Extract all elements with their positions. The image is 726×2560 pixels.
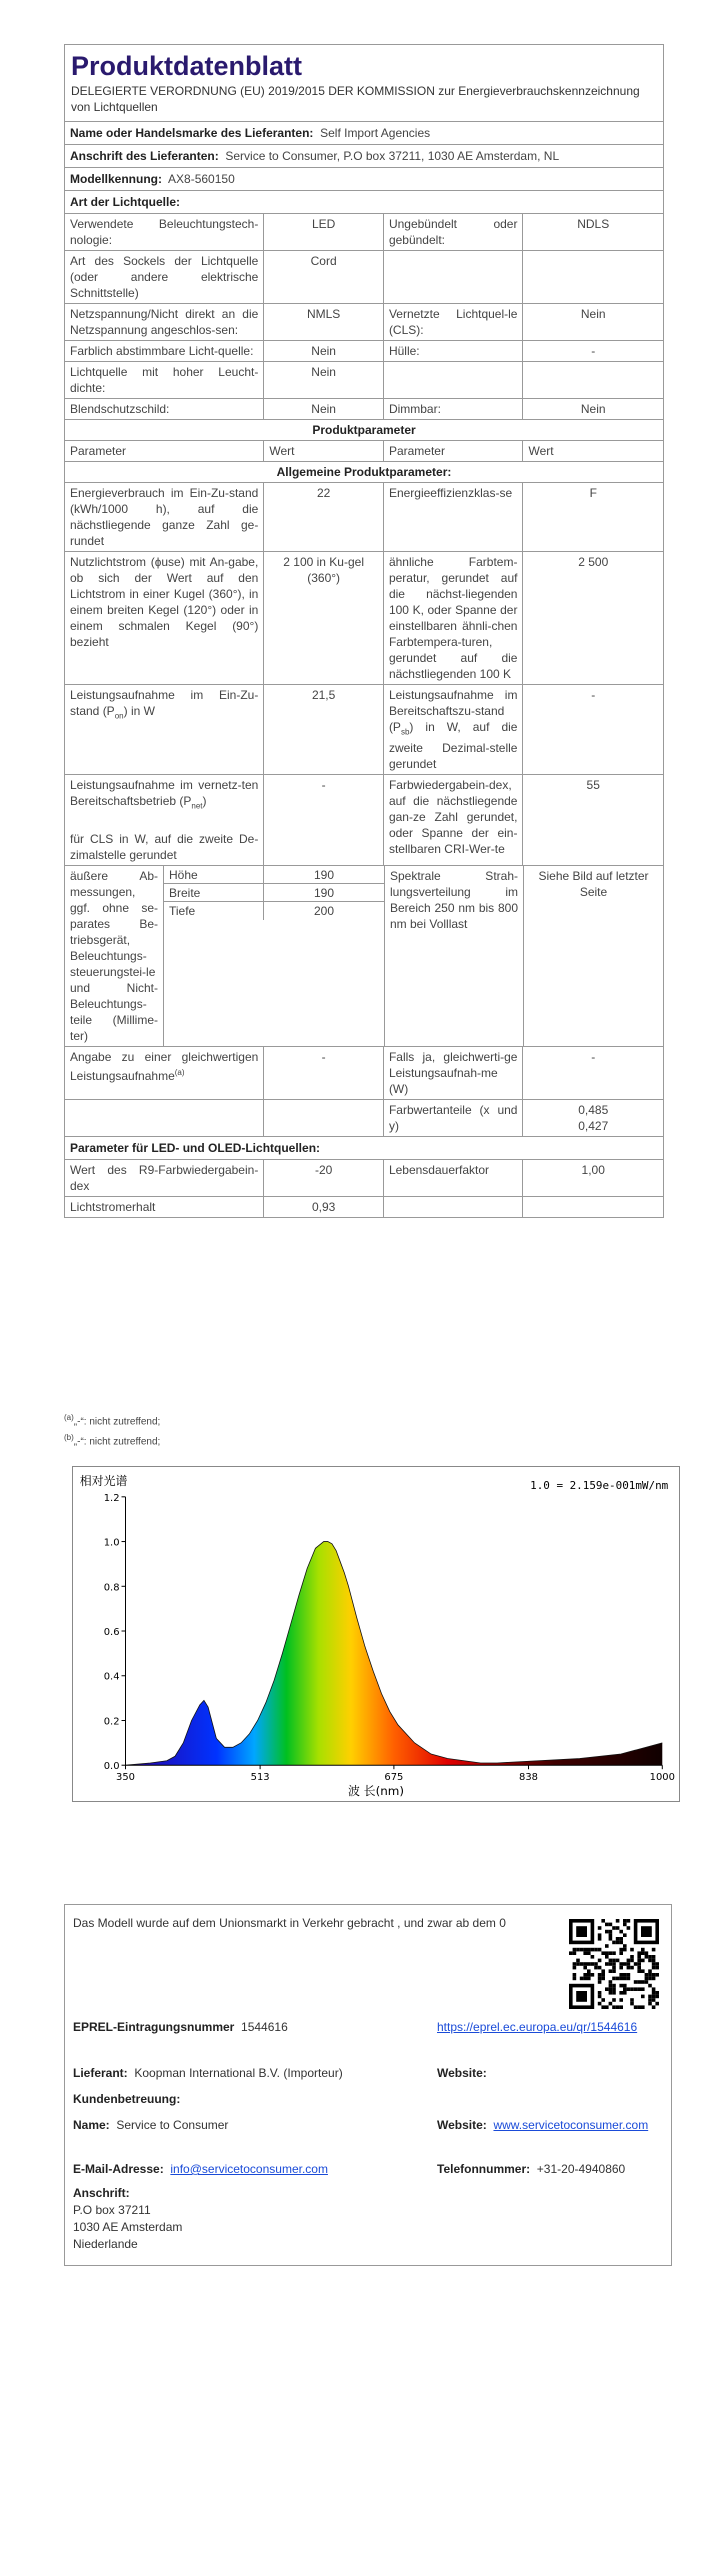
chart-xlabel: 波 长(nm) [347,1784,405,1799]
page-title: Produktdatenblatt [71,51,303,81]
pnet-value: - [264,775,384,864]
supplier-address-value: Service to Consumer, P.O box 37211, 1030 AE Amsterdam, NL [225,149,560,163]
spectrum-area [126,1542,663,1766]
email-row: E-Mail-Adresse: info@servicetoconsumer.com [73,2162,328,2176]
x-tick-label: 838 [519,1772,538,1784]
name-row: Name: Service to Consumer [73,2118,229,2132]
dimensions-cell [65,866,385,1046]
envelope-value: - [591,344,596,358]
spectrum-plot-area [104,1493,675,1783]
phone-row: Telefonnummer: +31-20-4940860 [437,2162,626,2176]
table-row [65,399,663,420]
width-label: Breite [164,884,264,901]
glare-label: Blendschutzschild: [65,399,264,419]
model-label: Modellkennung: [70,172,162,186]
energy-label: Energieverbrauch im Ein-Zu-stand (kWh/1000 h), auf die nächstliegende ganze Zahl ge-rundet [65,483,264,551]
eprel-row: EPREL-Eintragungsnummer 1544616 [73,2020,288,2034]
col-value-2: Wert [528,444,554,458]
lightsource-heading: Art der Lichtquelle: [70,195,181,209]
footnotes [64,1410,160,1451]
table-row [65,341,663,362]
table-row [65,214,663,251]
eeclass-label: Energieeffizienzklas-se [384,483,524,551]
cls-value: Nein [580,307,606,321]
flux-label: Nutzlichtstrom (ɸuse) mit An-gabe, ob sich der Wert auf den Lichtstrom in einer Kugel (360°), in einem breiten Kegel (120°) oder in einem schmalen Kegel (90°) bezieht [65,552,264,684]
table-row [65,1047,663,1100]
x-tick-label: 513 [250,1772,270,1784]
height-label: Höhe [164,866,264,883]
mains-label: Netzspannung/Nicht direkt an die Netzspannung angeschlos-sen: [65,304,264,340]
supplier-address-label: Anschrift des Lieferanten: [70,149,219,163]
table-row [65,775,663,865]
height-value: 190 [313,867,335,882]
chart-annotation: 1.0 = 2.159e-001mW/nm [530,1478,669,1492]
cri-value: 55 [586,778,600,793]
highlum-value: Nein [264,362,384,398]
y-tick-label: 0.6 [103,1626,120,1638]
cri-label: Farbwiedergabein-dex, auf die nächstliegende gan-ze Zahl gerundet, oder Spanne der ein-stellbaren CRI-Wer-te [384,775,524,864]
footnote-b: $^{(b)}$„-“: nicht zutreffend; [64,1433,161,1448]
equivw-label: Falls ja, gleichwerti-ge Leistungsaufnah-me (W) [384,1047,524,1099]
footnote-a: $^{(a)}$„-“: nicht zutreffend; [64,1413,161,1428]
glare-value: Nein [264,399,384,419]
survival-label: Lebensdauerfaktor [384,1160,524,1196]
psb-value: - [591,688,596,702]
chart-title: 相对光谱 [79,1473,128,1488]
website-link[interactable]: www.servicetoconsumer.com [493,2118,649,2132]
y-tick-label: 1.2 [103,1492,120,1504]
col-param-1: Parameter [65,441,264,461]
y-tick-label: 0.2 [103,1716,120,1728]
table-row [65,1100,663,1137]
spectrum-chart [72,1466,680,1802]
x-tick-label: 675 [384,1772,404,1784]
cct-value: 2 500 [578,555,609,569]
table-row [65,483,663,552]
table-row [65,866,663,1047]
flux-value: 2 100 in Ku-gel (360°) [264,552,384,684]
y-tick-label: 1.0 [103,1537,120,1549]
pon-value: 21,5 [264,685,384,774]
table-row [65,1197,663,1217]
survival-value: 1,00 [581,1162,605,1177]
params-column-header [65,441,663,462]
lightsource-heading-row [65,191,663,214]
equiv-label: Angabe zu einer gleichwertigen Leistungsaufnahme$^{(a)}$ [65,1047,264,1099]
undirected-value: NDLS [577,217,610,231]
cap-value: Cord [264,251,384,303]
maint-value: 0,93 [264,1197,384,1217]
support-heading: Kundenbetreuung: [73,2092,181,2106]
highlum-label: Lichtquelle mit hoher Leucht-dichte: [65,362,264,398]
psb-label: Leistungsaufnahme im Bereitschaftszu-stand $(P_{sb})$ in W, auf die zweite Dezimal-stelle gerundet [384,685,524,774]
chroma-value: 0,485 0,427 [578,1102,609,1133]
cct-label: ähnliche Farbtem-peratur, gerundet auf die nächst-liegenden 100 K, oder Spanne der einstellbaren ähnli-chen Farbtempera-turen, gerundet auf die nächstliegenden 100 K [384,552,524,684]
supplier-info-box [64,1904,672,2266]
dims-label: äußere Ab-messungen, ggf. ohne se-parates Be-triebsgerät, Beleuchtungs-steuerungstei-le und Nicht-Beleuchtungs-teile (Millime-ter) [65,866,164,1046]
tunable-value: Nein [264,341,384,361]
r9-label: Wert des R9-Farbwiedergabein-dex [65,1160,264,1196]
y-tick-label: 0.8 [103,1582,120,1594]
general-heading: Allgemeine Produktparameter: [276,465,452,479]
model-row [65,168,663,191]
col-param-2: Parameter [384,441,524,461]
spd-value: Siehe Bild auf letzter Seite [538,868,649,899]
address-block: Anschrift: P.O box 37211 1030 AE Amsterdam Niederlande [73,2186,183,2251]
title-block [65,45,663,122]
spectrum-svg [73,1467,679,1801]
table-row [65,362,663,399]
col-value-1: Wert [264,441,384,461]
led-heading-row [65,1137,663,1160]
params-heading: Produktparameter [312,423,416,437]
r9-value: -20 [264,1160,384,1196]
table-row [65,304,663,341]
regulation-subtitle: DELEGIERTE VERORDNUNG (EU) 2019/2015 DER KOMMISSION zur Energieverbrauchskennzeichnung von Lichtquellen [71,84,640,114]
led-heading: Parameter für LED- und OLED-Lichtquellen: [70,1140,321,1155]
supplier-name-label: Name oder Handelsmarke des Lieferanten: [70,126,314,140]
dimmable-label: Dimmbar: [384,399,524,419]
supplier-address-row [65,145,663,168]
qr-code-icon[interactable] [569,1919,659,2009]
cap-label: Art des Sockels der Lichtquelle (oder andere elektrische Schnittstelle) [65,251,264,303]
depth-label: Tiefe [164,902,264,920]
market-intro: Das Modell wurde auf dem Unionsmarkt in Verkehr gebracht , und zwar ab dem 0 [73,1916,506,1930]
tunable-label: Farblich abstimmbare Licht-quelle: [65,341,264,361]
supplier-row: Lieferant: Koopman International B.V. (Importeur) [73,2066,343,2080]
email-link[interactable]: info@servicetoconsumer.com [170,2162,328,2176]
eeclass-value: F [589,486,597,500]
tech-value: LED [264,214,384,250]
maint-label: Lichtstromerhalt [65,1197,264,1217]
x-tick-label: 1000 [649,1772,675,1784]
y-tick-label: 0.4 [103,1671,120,1683]
website-row: Website: [437,2066,487,2080]
table-row [65,552,663,685]
equiv-value: - [264,1047,384,1099]
width-value: 190 [313,885,335,900]
depth-value: 200 [313,903,335,918]
energy-value: 22 [264,483,384,551]
undirected-label: Ungebündelt oder gebündelt: [384,214,524,250]
pon-label: Leistungsaufnahme im Ein-Zu-stand $(P_{on})$ in W [65,685,264,774]
eprel-link[interactable]: https://eprel.ec.europa.eu/qr/1544616 [437,2020,638,2034]
pnet-label: Leistungsaufnahme im vernetz-ten Bereitschaftsbetrieb $(P_{net})$ für CLS in W, auf die zweite De-zimalstelle gerundet [65,775,264,864]
envelope-label: Hülle: [384,341,524,361]
model-value: AX8-560150 [168,172,235,186]
supplier-name-value: Self Import Agencies [320,126,431,140]
product-datasheet [64,44,664,1218]
y-tick-label: 0.0 [103,1761,120,1773]
cls-label: Vernetzte Lichtquel-le (CLS): [384,304,524,340]
dims-grid [164,866,384,1046]
table-row [65,251,663,304]
table-row [65,1160,663,1197]
website2-row: Website: www.servicetoconsumer.com [437,2118,649,2132]
supplier-name-row [65,122,663,145]
mains-value: NMLS [264,304,384,340]
dimmable-value: Nein [580,402,606,416]
x-tick-label: 350 [116,1772,135,1784]
equivw-value: - [591,1049,596,1064]
tech-label: Verwendete Beleuchtungstech-nologie: [65,214,264,250]
table-row [65,685,663,775]
chroma-label: Farbwertanteile (x und y) [384,1100,524,1136]
general-heading-row [65,462,663,483]
params-heading-row [65,420,663,441]
spd-label: Spektrale Strah-lungsverteilung im Bereich 250 nm bis 800 nm bei Volllast [385,866,524,1046]
